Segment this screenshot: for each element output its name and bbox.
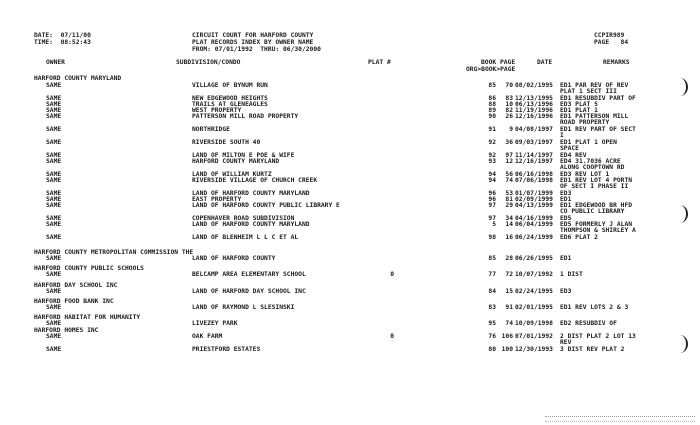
tear-strip — [545, 416, 695, 422]
page-number-cell: 82 — [505, 107, 513, 114]
book-number: 96 — [488, 196, 496, 203]
book-number: 92 — [488, 139, 496, 146]
owner-same: SAME — [46, 288, 62, 295]
subdivision-name: LAND OF BLENHEIM L L C ET AL — [192, 234, 299, 241]
page-number-cell: 81 — [505, 196, 513, 203]
record-date: 10/09/1998 — [515, 320, 553, 327]
remarks-text: ED1 REV PART OF SECT — [560, 126, 636, 133]
subdivision-name: LAND OF HARFORD DAY SCHOOL INC — [192, 288, 306, 295]
remarks-text: PLAT 1 SECT III — [560, 88, 617, 96]
col-org-book-page: ORG>BOOK>PAGE — [466, 66, 516, 73]
remarks-text: ED1 REV LOTS 2 & 3 — [560, 304, 629, 311]
subdivision-name: NORTHRIDGE — [192, 126, 230, 133]
owner-name: HARFORD COUNTY PUBLIC SCHOOLS — [34, 265, 144, 272]
owner-name: HARFORD DAY SCHOOL INC — [34, 282, 118, 289]
book-number: 97 — [488, 202, 496, 209]
remarks-text: ED1 — [560, 196, 572, 203]
subdivision-name: PRIESTFORD ESTATES — [192, 346, 261, 353]
remarks-text: ED1 PAR REV OF REV — [560, 82, 629, 89]
record-date: 07/06/1998 — [515, 177, 553, 184]
page-number-cell: 53 — [505, 190, 513, 197]
page-number-cell: 56 — [505, 171, 513, 178]
remarks-text: ED1 — [560, 255, 572, 262]
remarks-text: ED3 — [560, 288, 572, 295]
subdivision-name: WEST PROPERTY — [192, 107, 242, 114]
record-date: 06/13/1996 — [515, 101, 553, 108]
remarks-text: ED1 REV LOT 4 PORTN — [560, 177, 633, 184]
remarks-text: ED4 REV — [560, 152, 587, 159]
owner-same: SAME — [46, 202, 62, 209]
owner-same: SAME — [46, 346, 62, 353]
record-date: 06/16/1998 — [515, 171, 553, 178]
owner-same: SAME — [46, 271, 62, 278]
record-date: 09/03/1997 — [515, 139, 553, 146]
owner-same: SAME — [46, 158, 62, 165]
remarks-text: ED1 PLAT 1 — [560, 107, 598, 114]
page-number-cell: 12 — [505, 158, 513, 165]
subdivision-name: NEW EDGEWOOD HEIGHTS — [192, 95, 268, 102]
record-date: 06/26/1995 — [515, 255, 553, 262]
remarks-text: 1 DIST — [560, 271, 583, 278]
report-id: CCPIR989 — [594, 32, 625, 39]
remarks-text: 2 DIST PLAT 2 LOT 13 — [560, 333, 636, 340]
subdivision-name: PATTERSON MILL ROAD PROPERTY — [192, 113, 299, 120]
owner-same: SAME — [46, 101, 62, 108]
subdivision-name: VILLAGE OF BYNUM RUN — [192, 82, 268, 89]
book-number: 86 — [488, 95, 496, 102]
punch-hole-mark — [672, 78, 688, 96]
subdivision-name: EAST PROPERTY — [192, 196, 242, 203]
owner-name: HARFORD COUNTY METROPOLITAN COMMISSION THE — [34, 249, 194, 256]
book-number: 90 — [488, 113, 496, 120]
record-date: 02/01/1995 — [515, 304, 553, 311]
book-number: 85 — [488, 82, 496, 89]
remarks-text: SPACE — [560, 145, 579, 153]
record-date: 06/04/1999 — [515, 221, 553, 228]
punch-hole-mark — [672, 205, 688, 223]
page-number-cell: 83 — [505, 95, 513, 102]
record-date: 04/08/1997 — [515, 126, 553, 133]
remarks-text: OF SECT I PHASE II — [560, 183, 629, 191]
owner-same: SAME — [46, 107, 62, 114]
owner-same: SAME — [46, 171, 62, 178]
remarks-text: CO PUBLIC LIBRARY — [560, 208, 625, 216]
punch-hole-mark — [672, 335, 688, 353]
owner-name: HARFORD HOMES INC — [34, 327, 99, 334]
remarks-text: ED1 PATTERSON MILL — [560, 113, 629, 120]
page-number-cell: 9 — [509, 126, 513, 133]
record-date: 04/16/1999 — [515, 215, 553, 222]
page-number-cell: 97 — [505, 152, 513, 159]
record-date: 02/24/1995 — [515, 288, 553, 295]
page-number-cell: 26 — [505, 113, 513, 120]
subdivision-name: RIVERSIDE SOUTH 40 — [192, 139, 261, 146]
remarks-text: 3 DIST REV PLAT 2 — [560, 346, 625, 353]
record-date: 06/24/1999 — [515, 234, 553, 241]
owner-name: HARFORD COUNTY MARYLAND — [34, 75, 122, 82]
col-plat: PLAT # — [368, 59, 391, 66]
col-date: DATE — [537, 59, 553, 66]
record-date: 12/16/1997 — [515, 158, 553, 165]
page-number-cell: 36 — [505, 139, 513, 146]
court-name: CIRCUIT COURT FOR HARFORD COUNTY — [192, 32, 314, 39]
record-date: 02/09/1999 — [515, 196, 553, 203]
page-number-cell: 91 — [505, 304, 513, 311]
record-date: 11/19/1996 — [515, 107, 553, 114]
subdivision-name: BELCAMP AREA ELEMENTARY SCHOOL — [192, 271, 306, 278]
book-number: 76 — [488, 333, 496, 340]
owner-same: SAME — [46, 320, 62, 327]
book-number: 85 — [488, 255, 496, 262]
remarks-text: ED1 RESUBDIV PART OF — [560, 95, 636, 102]
col-owner: OWNER — [46, 59, 65, 66]
page-number-cell: 29 — [505, 202, 513, 209]
book-number: 91 — [488, 126, 496, 133]
remarks-text: ALONG COOPTOWN RD — [560, 164, 625, 172]
record-date: 04/13/1999 — [515, 202, 553, 209]
record-date: 08/02/1995 — [515, 82, 553, 89]
subdivision-name: LAND OF HARFORD COUNTY PUBLIC LIBRARY E — [192, 202, 340, 209]
owner-same: SAME — [46, 113, 62, 120]
subdivision-name: COPENHAVER ROAD SUBDIVISION — [192, 215, 295, 222]
report-time: TIME: 08:52:43 — [34, 39, 91, 46]
record-date: 07/01/1992 — [515, 333, 553, 340]
owner-same: SAME — [46, 333, 62, 340]
remarks-text: ED6 PLAT 2 — [560, 234, 598, 241]
remarks-text: ED1 PLAT 1 OPEN — [560, 139, 617, 146]
page-number-cell: 15 — [505, 288, 513, 295]
remarks-text: ROAD PROPERTY — [560, 119, 610, 127]
subdivision-name: TRAILS AT GLENEAGLES — [192, 101, 268, 108]
subdivision-name: LAND OF HARFORD COUNTY MARYLAND — [192, 221, 310, 228]
subdivision-name: OAK FARM — [192, 333, 223, 340]
page-number-cell: 74 — [505, 320, 513, 327]
owner-same: SAME — [46, 221, 62, 228]
plat-number: 0 — [390, 333, 394, 340]
page-number-cell: 106 — [501, 333, 513, 340]
owner-same: SAME — [46, 152, 62, 159]
page-number-cell: 10 — [505, 101, 513, 108]
book-number: 77 — [488, 271, 496, 278]
book-number: 88 — [488, 101, 496, 108]
remarks-text: ED4 31.7036 ACRE — [560, 158, 621, 165]
remarks-text: ED5 FORMERLY J ALAN — [560, 221, 633, 228]
subdivision-name: LAND OF HARFORD COUNTY MARYLAND — [192, 190, 310, 197]
remarks-text: ED3 PLAT 5 — [560, 101, 598, 108]
book-number: 84 — [488, 288, 496, 295]
subdivision-name: HARFORD COUNTY MARYLAND — [192, 158, 280, 165]
page-number-cell: 70 — [505, 82, 513, 89]
subdivision-name: LAND OF RAYMOND L SLESINSKI — [192, 304, 295, 311]
subdivision-name: RIVERSIDE VILLAGE OF CHURCH CREEK — [192, 177, 318, 184]
book-number: 80 — [488, 346, 496, 353]
book-number: 5 — [492, 221, 496, 228]
book-number: 92 — [488, 152, 496, 159]
plat-number: 0 — [390, 271, 394, 278]
book-number: 97 — [488, 215, 496, 222]
book-number: 83 — [488, 304, 496, 311]
page-number-cell: 74 — [505, 177, 513, 184]
record-date: 12/30/1993 — [515, 346, 553, 353]
subdivision-name: LAND OF MILTON E POE & WIFE — [192, 152, 295, 159]
col-remarks: REMARKS — [603, 59, 630, 66]
col-subdivision: SUBDIVISION/CONDO — [176, 59, 241, 66]
remarks-text: ED3 REV LOT 1 — [560, 171, 610, 178]
record-date: 12/16/1996 — [515, 113, 553, 120]
owner-same: SAME — [46, 304, 62, 311]
remarks-text: REV — [560, 339, 572, 347]
owner-same: SAME — [46, 234, 62, 241]
owner-name: HARFORD HABITAT FOR HUMANITY — [34, 314, 141, 321]
remarks-text: ED2 RESUBDIV OF — [560, 320, 617, 327]
owner-same: SAME — [46, 177, 62, 184]
page-number-cell: 100 — [501, 346, 513, 353]
remarks-text: ED1 EDGEWOOD BR HFD — [560, 202, 633, 209]
book-number: 94 — [488, 171, 496, 178]
page-number: PAGE 84 — [594, 39, 629, 46]
col-book-page: BOOK PAGE — [481, 59, 516, 66]
subdivision-name: LAND OF WILLIAM KURTZ — [192, 171, 272, 178]
subdivision-name: LIVEZEY PARK — [192, 320, 238, 327]
owner-same: SAME — [46, 255, 62, 262]
owner-same: SAME — [46, 126, 62, 133]
owner-same: SAME — [46, 82, 62, 89]
book-number: 95 — [488, 320, 496, 327]
owner-same: SAME — [46, 196, 62, 203]
record-date: 11/14/1997 — [515, 152, 553, 159]
owner-same: SAME — [46, 190, 62, 197]
remarks-text: THOMPSON & SHIRLEY A — [560, 227, 636, 235]
report-date: DATE: 07/11/00 — [34, 32, 91, 39]
owner-same: SAME — [46, 95, 62, 102]
date-range: FROM: 07/01/1992 THRU: 06/30/2000 — [192, 46, 321, 53]
owner-same: SAME — [46, 139, 62, 146]
book-number: 98 — [488, 234, 496, 241]
remarks-text: ED3 — [560, 190, 572, 197]
page-number-cell: 14 — [505, 221, 513, 228]
page-number-cell: 72 — [505, 271, 513, 278]
page-number-cell: 34 — [505, 215, 513, 222]
remarks-text: I — [560, 132, 564, 140]
subdivision-name: LAND OF HARFORD COUNTY — [192, 255, 276, 262]
book-number: 94 — [488, 177, 496, 184]
remarks-text: ED5 — [560, 215, 572, 222]
index-title: PLAT RECORDS INDEX BY OWNER NAME — [192, 39, 314, 46]
page-number-cell: 28 — [505, 255, 513, 262]
record-date: 12/13/1995 — [515, 95, 553, 102]
record-date: 01/07/1999 — [515, 190, 553, 197]
book-number: 93 — [488, 158, 496, 165]
owner-same: SAME — [46, 215, 62, 222]
record-date: 10/07/1992 — [515, 271, 553, 278]
owner-name: HARFORD FOOD BANK INC — [34, 298, 114, 305]
book-number: 89 — [488, 107, 496, 114]
page-number-cell: 16 — [505, 234, 513, 241]
book-number: 96 — [488, 190, 496, 197]
